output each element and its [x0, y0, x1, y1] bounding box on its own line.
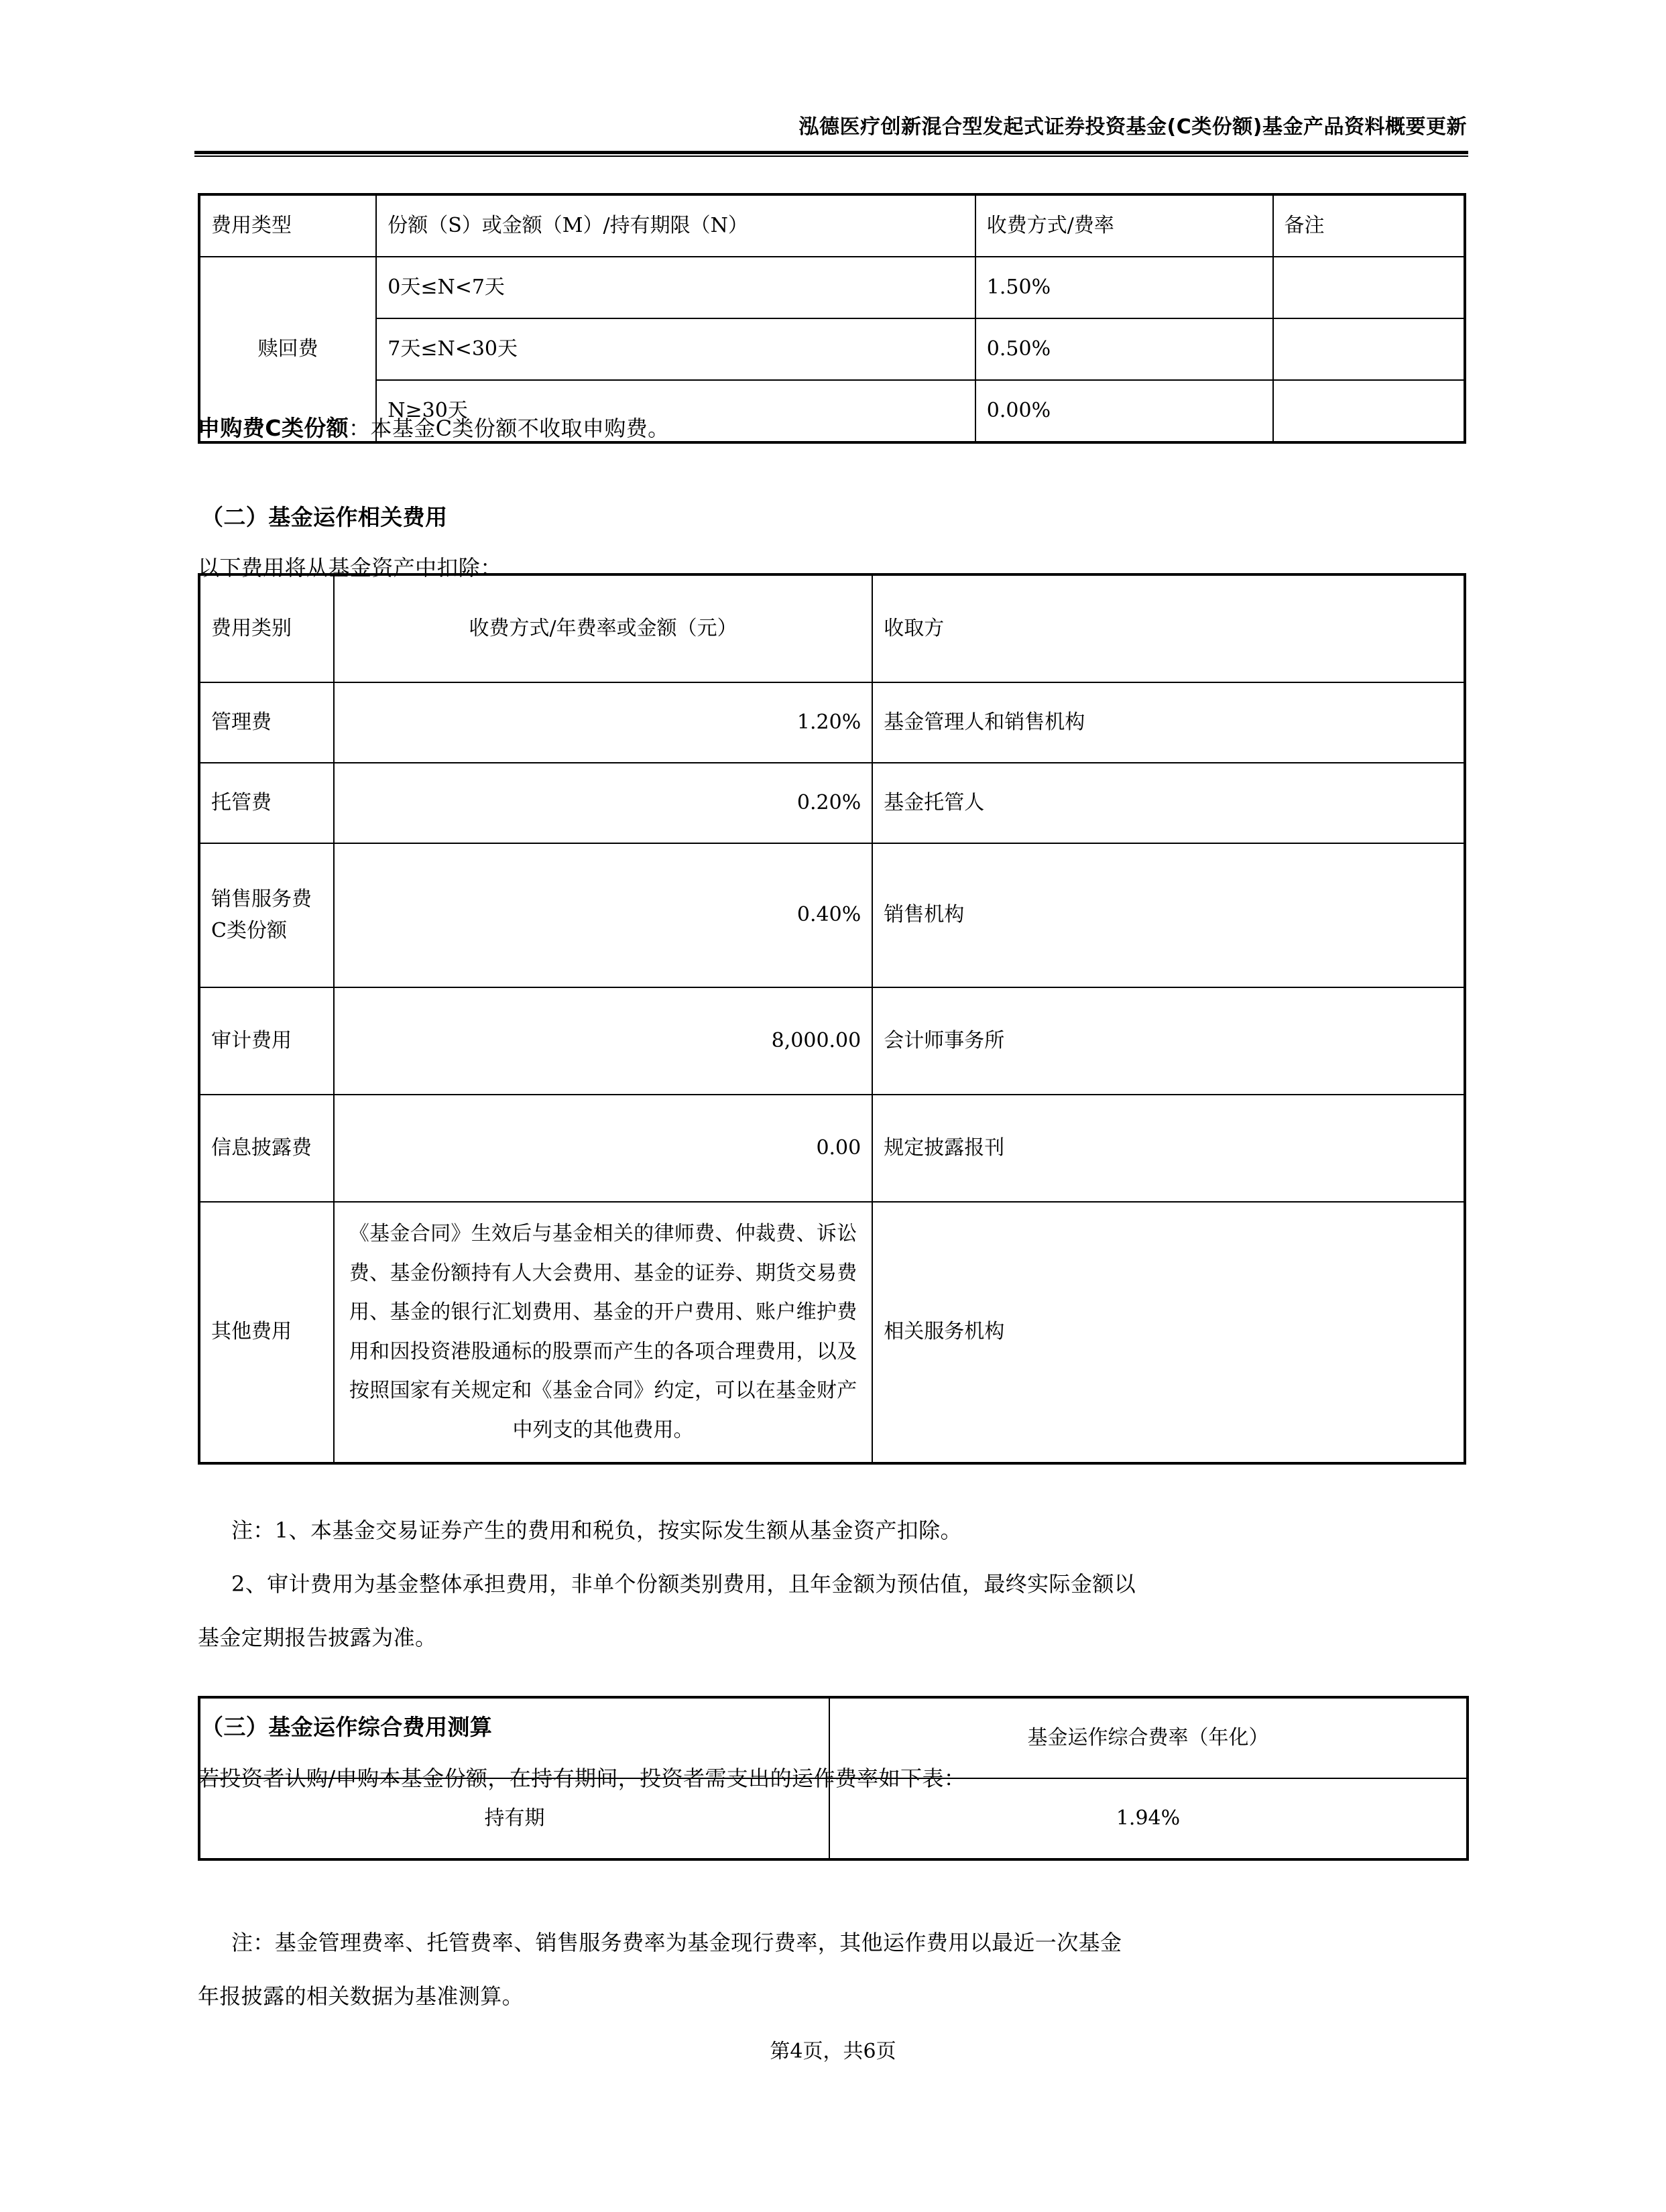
tier-range: N≥30天 — [376, 380, 975, 442]
fee-category: 其他费用 — [199, 1202, 334, 1463]
fee-rate: 0.40% — [334, 843, 872, 987]
table-header-row — [199, 1697, 1468, 1778]
table-row — [199, 1095, 1465, 1202]
table-row — [199, 1778, 1468, 1859]
fee-payee: 会计师事务所 — [872, 987, 1465, 1095]
subscription-fee-note-label: 申购费C类份额 — [198, 415, 349, 441]
fee-category: 信息披露费 — [199, 1095, 334, 1202]
column-header-payee: 收取方 — [872, 574, 1465, 682]
table-header-row — [199, 194, 1465, 257]
fee-payee: 相关服务机构 — [872, 1202, 1465, 1463]
fee-payee: 基金管理人和销售机构 — [872, 682, 1465, 763]
operation-fee-table — [198, 573, 1466, 1465]
comprehensive-fee-note-line-1: 注：基金管理费率、托管费率、销售服务费率为基金现行费率，其他运作费用以最近一次基金 — [231, 1930, 1122, 1955]
fee-rate: 0.20% — [334, 763, 872, 843]
header-divider — [194, 151, 1468, 157]
fee-rate: 1.20% — [334, 682, 872, 763]
tier-rate: 0.00% — [975, 380, 1273, 442]
fee-payee: 销售机构 — [872, 843, 1465, 987]
fee-category: 托管费 — [199, 763, 334, 843]
tier-range: 0天≤N<7天 — [376, 257, 975, 318]
fee-payee: 基金托管人 — [872, 763, 1465, 843]
subscription-fee-note-text: ：本基金C类份额不收取申购费。 — [349, 416, 670, 441]
redemption-fee-table — [198, 193, 1466, 444]
tier-rate: 0.50% — [975, 318, 1273, 380]
holding-period-rate: 1.94% — [829, 1778, 1468, 1859]
operation-fee-note-2-line-2: 基金定期报告披露为准。 — [198, 1625, 437, 1650]
table-row — [199, 987, 1465, 1095]
operation-fee-note-1: 注：1、本基金交易证券产生的费用和税负，按实际发生额从基金资产扣除。 — [231, 1518, 962, 1543]
page-number-label: 第4页，共6页 — [770, 2040, 896, 2063]
column-header-remark: 备注 — [1273, 194, 1465, 257]
tier-rate: 1.50% — [975, 257, 1273, 318]
column-header-share-amount-period: 份额（S）或金额（M）/持有期限（N） — [376, 194, 975, 257]
comprehensive-fee-table — [198, 1696, 1469, 1861]
column-header-fee-category: 费用类别 — [199, 574, 334, 682]
table-row — [199, 682, 1465, 763]
fee-description: 《基金合同》生效后与基金相关的律师费、仲裁费、诉讼费、基金份额持有人大会费用、基金的证券、期货交易费用、基金的银行汇划费用、基金的开户费用、账户维护费用和因投资港股通标的股票而产生的各项合理费用，以及按照国家有关规定和《基金合同》约定，可以在基金财产中列支的其他费用。 — [334, 1202, 872, 1463]
table-header-row — [199, 574, 1465, 682]
operation-fee-note-2-line-1: 2、审计费用为基金整体承担费用，非单个份额类别费用，且年金额为预估值，最终实际金额以 — [231, 1571, 1136, 1597]
page-header — [194, 114, 1468, 157]
column-header-comprehensive-rate: 基金运作综合费率（年化） — [829, 1697, 1468, 1778]
column-header-charge-method-annual-rate: 收费方式/年费率或金额（元） — [334, 574, 872, 682]
tier-remark — [1273, 318, 1465, 380]
table-row — [199, 763, 1465, 843]
fee-rate: 0.00 — [334, 1095, 872, 1202]
page-footer — [0, 2034, 1666, 2064]
section-two-heading: （二）基金运作相关费用 — [201, 504, 448, 530]
holding-period-label: 持有期 — [199, 1778, 829, 1859]
row-label-redemption-fee: 赎回费 — [199, 257, 376, 442]
section-two-intro: 以下费用将从基金资产中扣除： — [198, 555, 502, 580]
column-header-fee-type: 费用类型 — [199, 194, 376, 257]
section-three-heading: （三）基金运作综合费用测算 — [201, 1714, 493, 1740]
comprehensive-fee-note-line-2: 年报披露的相关数据为基准测算。 — [198, 1983, 524, 2009]
tier-remark — [1273, 257, 1465, 318]
column-header-charge-method-rate: 收费方式/费率 — [975, 194, 1273, 257]
table-row — [199, 318, 1465, 380]
fee-category: 销售服务费C类份额 — [199, 843, 334, 987]
fee-payee: 规定披露报刊 — [872, 1095, 1465, 1202]
table-row — [199, 1202, 1465, 1463]
subscription-fee-note — [198, 410, 1472, 446]
table-row — [199, 843, 1465, 987]
tier-range: 7天≤N<30天 — [376, 318, 975, 380]
header-title: 泓德医疗创新混合型发起式证券投资基金(C类份额)基金产品资料概要更新 — [798, 115, 1467, 139]
fee-rate: 8,000.00 — [334, 987, 872, 1095]
table-row — [199, 257, 1465, 318]
fee-category: 审计费用 — [199, 987, 334, 1095]
column-header-blank — [199, 1697, 829, 1778]
fee-category: 管理费 — [199, 682, 334, 763]
section-three-intro: 若投资者认购/申购本基金份额，在持有期间，投资者需支出的运作费率如下表： — [198, 1766, 966, 1791]
